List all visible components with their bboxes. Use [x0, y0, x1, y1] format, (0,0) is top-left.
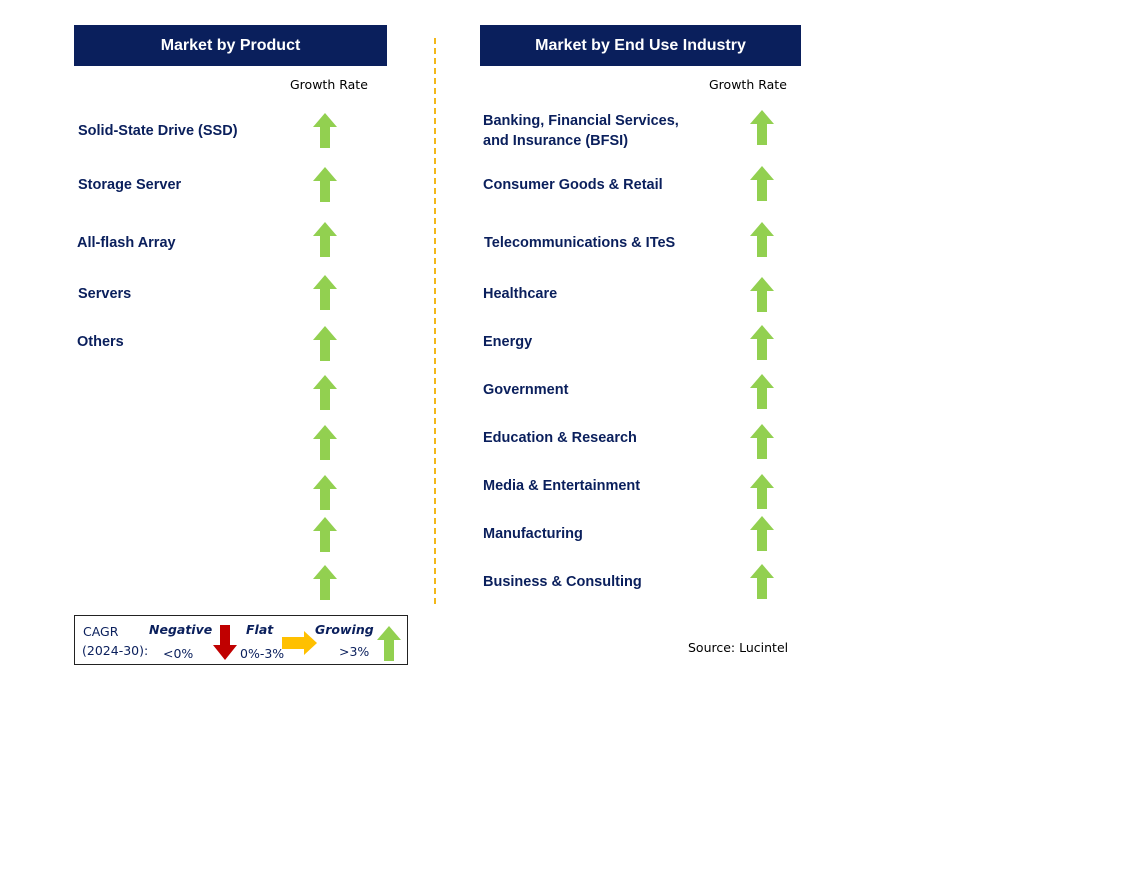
source-note: Source: Lucintel: [688, 640, 789, 655]
right-arrow-icon: [282, 631, 318, 655]
industry-row-label: Education & Research: [483, 430, 637, 446]
up-arrow-icon: [376, 626, 402, 662]
product-row-label: Servers: [78, 286, 132, 302]
product-row-label: Solid-State Drive (SSD): [78, 123, 238, 139]
product-row-label: All-flash Array: [77, 235, 176, 251]
industry-row-label: Media & Entertainment: [483, 478, 641, 494]
up-arrow-icon: [749, 474, 775, 510]
legend-cagr-label: CAGR: [83, 624, 119, 639]
industry-growth-rate-header: Growth Rate: [709, 77, 787, 92]
up-arrow-icon: [312, 326, 338, 362]
industry-panel-header: [480, 25, 801, 66]
up-arrow-icon: [749, 374, 775, 410]
industry-row-label-line1: Banking, Financial Services,: [483, 113, 679, 129]
up-arrow-icon: [749, 222, 775, 258]
up-arrow-icon: [749, 110, 775, 146]
product-row-label: Storage Server: [78, 177, 182, 193]
up-arrow-icon: [312, 475, 338, 511]
industry-row-label: Consumer Goods & Retail: [483, 177, 663, 193]
up-arrow-icon: [749, 564, 775, 600]
product-panel-header: [74, 25, 387, 66]
up-arrow-icon: [312, 113, 338, 149]
up-arrow-icon: [749, 424, 775, 460]
industry-row-label-line2: and Insurance (BFSI): [483, 133, 629, 149]
legend-negative-label: Negative: [149, 622, 213, 637]
panel-divider: [434, 38, 436, 604]
cagr-legend: [74, 615, 408, 665]
up-arrow-icon: [312, 517, 338, 553]
legend-growing-label: Growing: [315, 622, 374, 637]
legend-growing-range: >3%: [339, 644, 370, 659]
product-growth-rate-header: Growth Rate: [290, 77, 368, 92]
up-arrow-icon: [312, 425, 338, 461]
up-arrow-icon: [749, 277, 775, 313]
industry-row-label: Telecommunications & ITeS: [484, 235, 676, 251]
up-arrow-icon: [312, 565, 338, 601]
up-arrow-icon: [749, 166, 775, 202]
legend-flat-range: 0%-3%: [240, 646, 285, 661]
up-arrow-icon: [312, 375, 338, 411]
up-arrow-icon: [749, 325, 775, 361]
industry-panel-title: Market by End Use Industry: [535, 36, 746, 54]
industry-row-label: Government: [483, 382, 569, 398]
industry-row-label: Manufacturing: [483, 526, 583, 542]
product-panel-title: Market by Product: [160, 36, 301, 54]
legend-negative-range: <0%: [163, 646, 194, 661]
legend-period-label: (2024-30):: [82, 643, 149, 658]
industry-row-label: Healthcare: [483, 286, 558, 302]
industry-row-label: Energy: [483, 334, 533, 350]
legend-flat-label: Flat: [246, 622, 274, 637]
up-arrow-icon: [749, 516, 775, 552]
industry-row-label: Business & Consulting: [483, 574, 642, 590]
product-row-label: Others: [77, 334, 124, 350]
up-arrow-icon: [312, 167, 338, 203]
up-arrow-icon: [312, 275, 338, 311]
down-arrow-icon: [212, 625, 238, 661]
industry-row-label: [483, 111, 679, 151]
up-arrow-icon: [312, 222, 338, 258]
